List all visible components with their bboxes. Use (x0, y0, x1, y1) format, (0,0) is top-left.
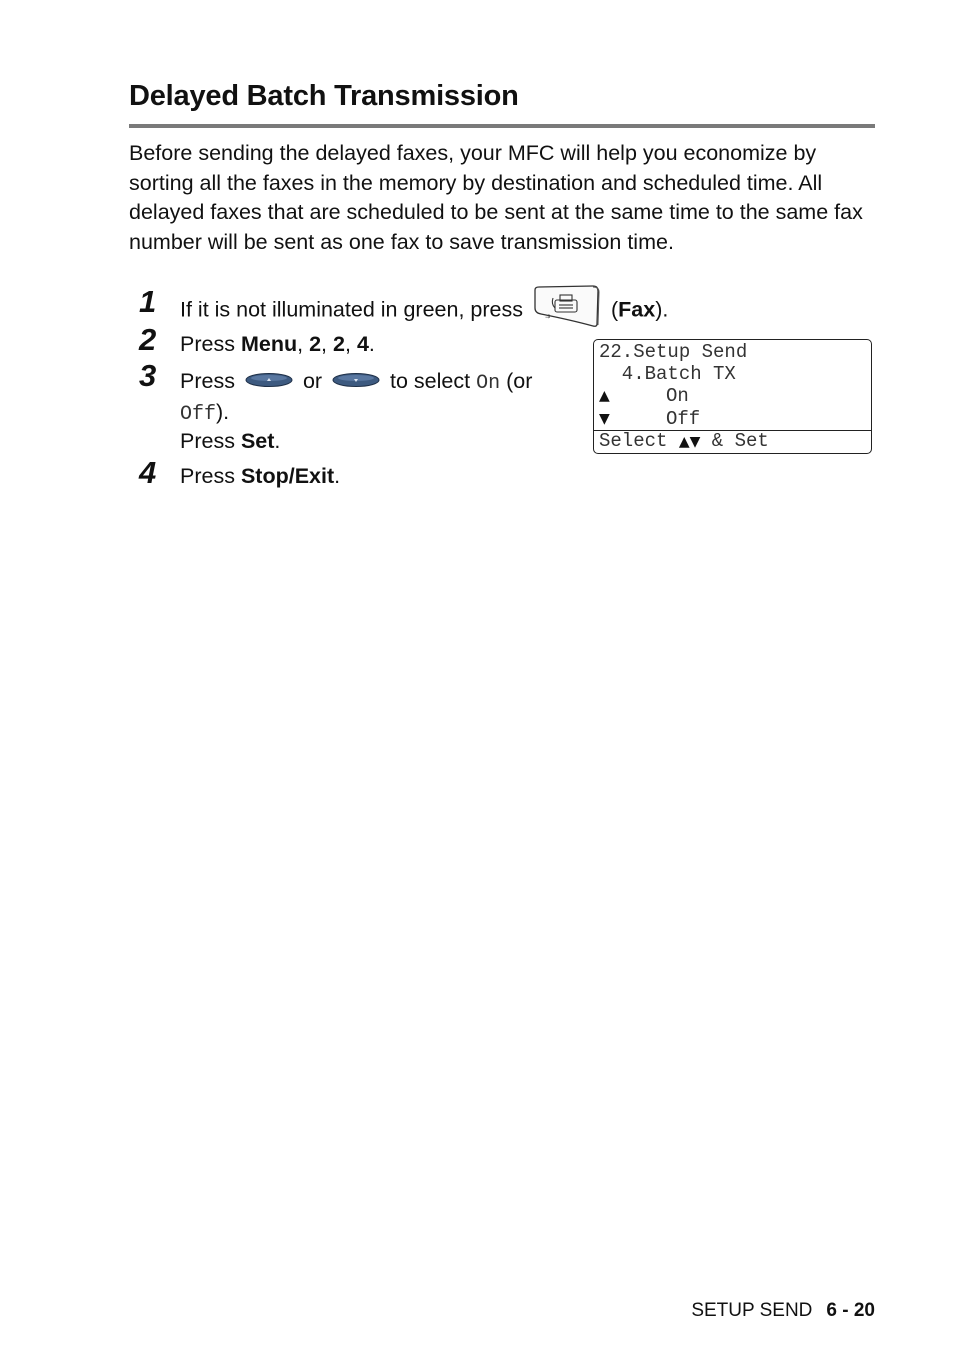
digit-key-2: 2 (333, 332, 345, 356)
fax-button-label: Fax (618, 297, 656, 322)
svg-text:⇉: ⇉ (544, 314, 550, 320)
step-4 (180, 461, 340, 491)
step-3-line-3 (180, 426, 280, 456)
sep: , (321, 332, 328, 356)
option-on: On (476, 372, 501, 395)
or-label: or (302, 369, 323, 393)
lcd-up-arrow-icon: ▲ (599, 388, 610, 404)
option-off: Off (180, 403, 217, 426)
step-1 (180, 294, 668, 328)
period: . (368, 332, 375, 356)
paren-close: ). (655, 297, 669, 322)
step-number-3: 3 (139, 358, 157, 393)
press-label: Press (180, 429, 235, 453)
lcd-set-label: & Set (711, 430, 769, 452)
page-title: Delayed Batch Transmission (129, 80, 519, 112)
lcd-down-arrow-icon: ▼ (599, 411, 610, 427)
period: . (334, 464, 341, 488)
paren-open: ( (610, 297, 619, 322)
down-arrow-icon (332, 372, 380, 388)
sep: , (297, 332, 304, 356)
lcd-line-1: 22.Setup Send (599, 341, 748, 363)
sep: , (344, 332, 351, 356)
press-label: Press (180, 464, 235, 488)
page-footer (691, 1300, 875, 1322)
stop-exit-key: Stop/Exit (240, 464, 335, 488)
lcd-footer-text (599, 430, 769, 453)
step-1-text: If it is not illuminated in green, press (180, 297, 523, 322)
fax-icon (531, 284, 601, 328)
title-rule (129, 124, 875, 128)
step-number-4: 4 (139, 455, 157, 490)
or-open: (or (506, 369, 533, 393)
step-3-line-1 (180, 366, 532, 399)
lcd-option-off: Off (666, 408, 701, 430)
step-number-1: 1 (139, 284, 157, 319)
intro-paragraph: Before sending the delayed faxes, your MFC will help you economize by sorting all the faxes in the memory by destination and scheduled time. All delayed faxes that are scheduled to be sent at the same time to the same fax number will be sent as one fax to save transmission time. (129, 141, 863, 254)
step-2 (180, 329, 375, 359)
digit-key-3: 4 (356, 332, 369, 356)
lcd-updown-arrows-icon: ▲▼ (678, 434, 701, 450)
page-number: 6 - 20 (826, 1300, 875, 1321)
lcd-line-2: 4.Batch TX (599, 363, 736, 385)
lcd-select-label: Select (599, 430, 668, 452)
to-select-label: to select (390, 369, 471, 393)
lcd-option-on: On (666, 385, 689, 407)
up-arrow-icon (245, 372, 293, 388)
close-paren: ). (216, 400, 230, 424)
set-key: Set (240, 429, 275, 453)
footer-section: SETUP SEND (691, 1300, 813, 1321)
lcd-display (593, 339, 872, 454)
press-label: Press (180, 369, 235, 393)
lcd-footer (594, 430, 871, 453)
menu-key: Menu (240, 332, 298, 356)
step-number-2: 2 (139, 322, 157, 357)
press-label: Press (180, 332, 235, 356)
digit-key-1: 2 (309, 332, 322, 356)
period: . (274, 429, 281, 453)
